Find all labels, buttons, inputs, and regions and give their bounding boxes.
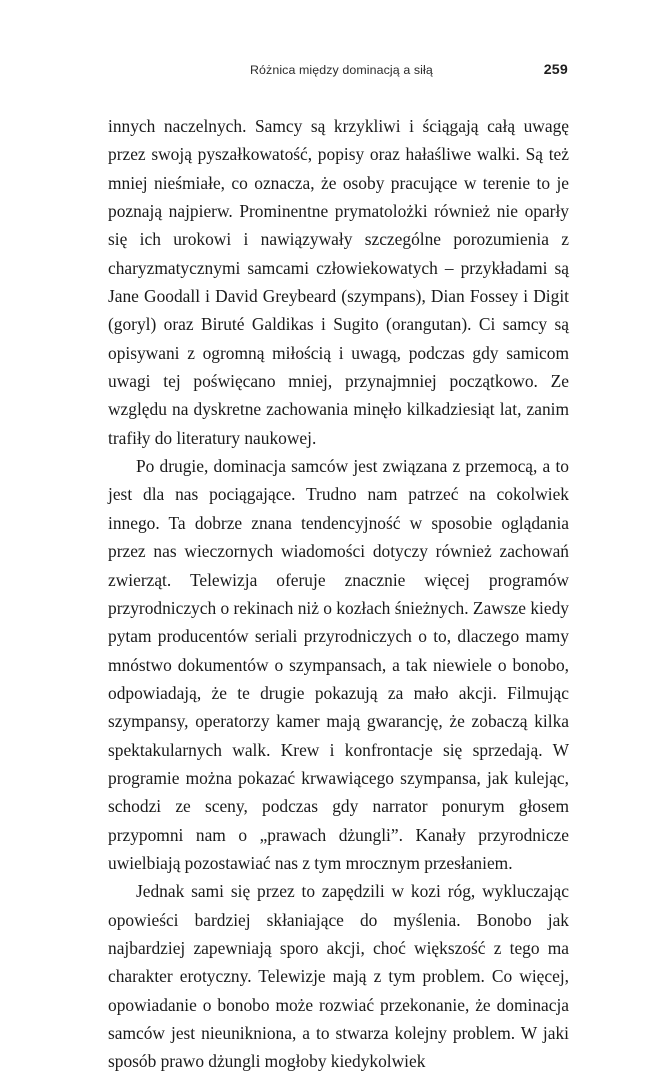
running-head-title: Różnica między dominacją a siłą <box>250 63 433 77</box>
paragraph-2: Po drugie, dominacja samców jest związana z przemocą, a to jest dla nas pociągające. Trudno nam patrzeć na cokolwiek innego. Ta dobrze znana tendencyjność w sposobie oglądania przez nas wieczornych wiadomości dotyczy również zachowań zwierząt. Telewizja oferuje znacznie więcej programów przyrodniczych o rekinach niż o kozłach śnieżnych. Zawsze kiedy pytam producentów seriali przyrodniczych o to, dlaczego mamy mnóstwo dokumentów o szympansach, a tak niewiele o bonobo, odpowiadają, że te drugie pokazują za mało akcji. Filmując szympansy, operatorzy kamer mają gwarancję, że zobaczą kilka spektakularnych walk. Krew i konfrontacje się sprzedają. W programie można pokazać krwawiącego szympansa, jak kulejąc, schodzi ze sceny, podczas gdy narrator ponurym głosem przypomni nam o „prawach dżungli”. Kanały przyrodnicze uwielbiają pozostawiać nas z tym mrocznym przesłaniem. <box>108 456 569 873</box>
body-text-block <box>108 112 569 1076</box>
paragraph-3: Jednak sami się przez to zapędzili w kozi róg, wykluczając opowieści bardziej skłaniające do myślenia. Bonobo jak najbardziej zapewniają sporo akcji, choć większość z tego ma charakter erotyczny. Telewizje mają z tym problem. Co więcej, opowiadanie o bonobo może rozwiać przekonanie, że dominacja samców jest nieunikniona, a to stwarza kolejny problem. W jaki sposób prawo dżungli mogłoby kiedykolwiek <box>108 881 569 1072</box>
page-number: 259 <box>543 62 568 78</box>
paragraph-1: innych naczelnych. Samcy są krzykliwi i ściągają całą uwagę przez swoją pyszałkowatość, popisy oraz hałaśliwe walki. Są też mniej nieśmiałe, co oznacza, że osoby pracujące w terenie to je poznają najpierw. Prominentne prymatolożki również nie oparły się ich urokowi i nawiązywały szczególne porozumienia z charyzmatycznymi samcami człowiekowatych – przykładami są Jane Goodall i David Greybeard (szympans), Dian Fossey i Digit (goryl) oraz Biruté Galdikas i Sugito (orangutan). Ci samcy są opisywani z ogromną miłością i uwagą, podczas gdy samicom uwagi tej poświęcano mniej, przynajmniej początkowo. Ze względu na dyskretne zachowania minęło kilkadziesiąt lat, zanim trafiły do literatury naukowej. <box>108 116 569 448</box>
running-head <box>108 62 568 78</box>
